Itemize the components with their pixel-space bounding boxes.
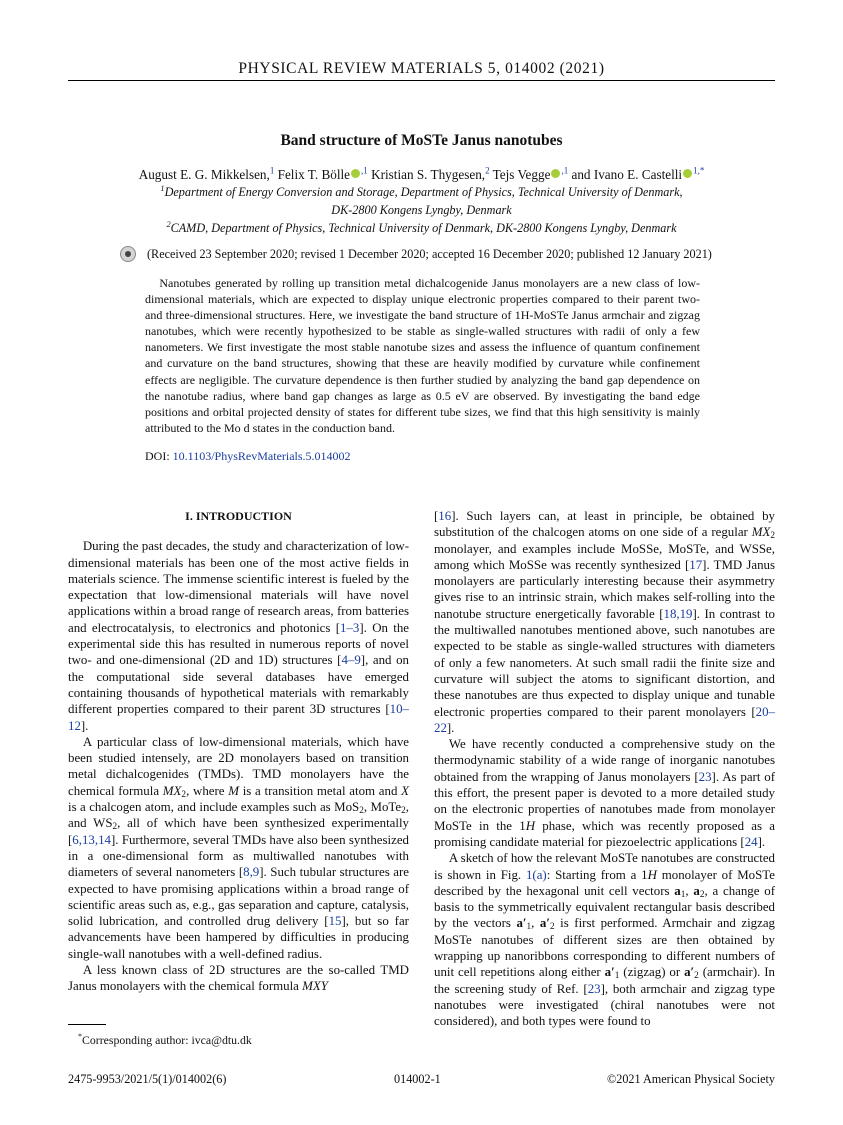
reference-link[interactable]: 4–9: [341, 653, 361, 668]
text-run: , all of which have been synthesized experimentally [: [68, 816, 409, 847]
affiliation-2-marker: 2: [166, 219, 171, 229]
vector-symbol: a′: [684, 965, 695, 980]
text-run: ]. As part of this effort, the present paper is devoted to a more detailed study on the electronic properties of nanotubes made from monolayer MoSTe in the 1: [434, 769, 776, 833]
text-run: ].: [446, 720, 455, 735]
doi-line: [145, 449, 351, 464]
text-run: [: [434, 509, 439, 523]
crossmark-icon[interactable]: [120, 246, 136, 262]
author-name: August E. G. Mikkelsen,: [138, 167, 270, 182]
text-run: , MoTe: [363, 800, 402, 815]
vector-symbol: a: [693, 883, 700, 898]
left-column: [68, 508, 409, 995]
vector-symbol: a: [674, 883, 681, 898]
reference-link[interactable]: 24: [744, 834, 758, 849]
text-run: is a transition metal atom and: [238, 783, 402, 798]
reference-link[interactable]: 10–12: [68, 702, 409, 733]
math-symbol: M: [228, 783, 239, 798]
vector-symbol: a′: [604, 965, 615, 980]
text-run: ]. Such tubular structures are expected to have promising applications within a broad range of scientific areas such as, e.g., gas separation and capture, catalysis, solid lubrication, and controlled drug delivery [: [68, 865, 409, 929]
text-run: , where: [186, 783, 229, 798]
section-heading: I. INTRODUCTION: [185, 509, 292, 523]
body-paragraph: [68, 962, 409, 995]
author-affiliation-marker[interactable]: 1,*: [693, 165, 705, 176]
reference-link[interactable]: 16: [438, 509, 452, 523]
text-run: We have recently conducted a comprehensive study on the thermodynamic stability of a wide range of inorganic nanotubes obtained from the wrapping of Janus monolayers [: [434, 737, 775, 784]
math-symbol: H: [525, 818, 536, 833]
math-symbol: MXY: [302, 979, 328, 994]
author-name: and Ivano E. Castelli: [571, 167, 683, 182]
orcid-icon[interactable]: [551, 169, 560, 178]
left-column-body: [68, 538, 409, 994]
text-run: During the past decades, the study and characterization of low-dimensional materials has been one of the most active fields in materials science. The immense scientific interest is fueled by the expectation that low-dimensional materials will have novel applications within a broad range of research areas, from batteries and electrocatalysis, to electronics and photonics [: [68, 539, 409, 635]
footnote-rule: [68, 1024, 106, 1025]
subscript: 2: [359, 806, 364, 817]
text-run: A sketch of how the relevant MoSTe nanotubes are constructed is shown in Fig.: [434, 851, 775, 882]
reference-link[interactable]: 20–22: [434, 704, 775, 735]
subscript: 2: [694, 971, 699, 982]
text-run: ], and on the computational side several databases have emerged containing thousands of hypothetical materials with remarkably different properties compared to their parent 3D structures [: [68, 653, 409, 717]
journal-header: PHYSICAL REVIEW MATERIALS 5, 014002 (2021): [238, 60, 605, 77]
subscript: 1: [614, 971, 620, 982]
text-run: , and WS: [68, 800, 409, 831]
vector-symbol: a′: [539, 916, 550, 931]
subscript: 2: [181, 789, 187, 800]
math-symbol: X: [401, 783, 409, 798]
reference-link[interactable]: 23: [698, 769, 712, 784]
text-run: ]. In contrast to the multiwalled nanotubes mentioned above, such nanotubes are expected to be stable as single-walled structures with diameters of only a few nanometers. At such small radii the finite size and curvature will subject the atoms to significant distortion, and these nanotubes are thus expected to display unique and tunable electronic properties compared to their parent monolayers [: [434, 606, 775, 719]
text-run: is a chalcogen atom, and include examples such as MoS: [68, 800, 360, 815]
subscript: 2: [112, 822, 118, 833]
subscript: 2: [401, 806, 406, 817]
orcid-icon[interactable]: [351, 169, 360, 178]
reference-link[interactable]: 8,9: [243, 865, 260, 880]
text-run: ], but so far advancements have been hampered by difficulties in producing single-wall nanotubes with a well-defined radius.: [68, 914, 409, 961]
doi-link[interactable]: 10.1103/PhysRevMaterials.5.014002: [172, 449, 351, 463]
text-run: phase, which was recently proposed as a promising candidate material for piezoelectric applications [: [434, 818, 775, 849]
author-list: [68, 167, 775, 183]
affiliation-2: [68, 221, 775, 236]
right-column-body: [434, 508, 775, 1030]
body-paragraph: [434, 736, 775, 850]
author-name: Kristian S. Thygesen,: [371, 167, 486, 182]
author-name: Felix T. Bölle: [277, 167, 351, 182]
footer-page-number: 014002-1: [394, 1072, 441, 1086]
text-run: ,: [531, 916, 540, 931]
body-paragraph: [434, 850, 775, 1029]
text-run: ]. TMD Janus monolayers are particularly interesting because their asymmetry gives rise to an intrinsic strain, which makes self-rolling into the nanotube structure energetically favorable [: [434, 557, 775, 621]
math-symbol: MX: [162, 783, 182, 798]
received-row: [120, 246, 775, 264]
orcid-icon[interactable]: [683, 169, 692, 178]
subscript: 1: [526, 922, 532, 933]
author-affiliation-marker[interactable]: 1: [269, 165, 275, 176]
author-affiliation-marker[interactable]: ,1: [561, 165, 569, 176]
text-run: : Starting from a 1: [546, 867, 648, 882]
math-symbol: MX: [751, 525, 771, 540]
text-run: ], both armchair and zigzag type nanotubes were investigated (chiral nanotubes were not considered), and both types were found to: [434, 981, 775, 1029]
text-run: (zigzag) or: [619, 965, 685, 980]
affiliation-1: [68, 185, 775, 200]
body-paragraph: [68, 538, 409, 734]
author-name: Tejs Vegge: [492, 167, 551, 182]
text-run: ].: [757, 834, 766, 849]
vector-symbol: a′: [516, 916, 527, 931]
text-run: monolayer, and examples include MoSSe, MoSTe, and WSSe, among which MoSSe was recently synthesized [: [434, 541, 775, 572]
subscript: 2: [699, 889, 705, 900]
reference-link[interactable]: 23: [587, 981, 601, 996]
text-run: monolayer of MoSTe described by the hexagonal unit cell vectors: [434, 867, 775, 898]
body-paragraph: [434, 508, 775, 736]
footer-issn: 2475-9953/2021/5(1)/014002(6): [68, 1072, 227, 1086]
text-run: A less known class of 2D structures are the so-called TMD Janus monolayers with the chemical formula: [68, 963, 409, 994]
footer-copyright: ©2021 American Physical Society: [606, 1072, 775, 1086]
text-run: ,: [685, 883, 694, 898]
author-affiliation-marker[interactable]: 2: [485, 165, 490, 176]
reference-link[interactable]: 15: [328, 914, 342, 929]
received-dates: (Received 23 September 2020; revised 1 December 2020; accepted 16 December 2020; published 12 January 2021): [147, 247, 712, 261]
footnote-text: Corresponding author: ivca@dtu.dk: [82, 1033, 252, 1047]
reference-link[interactable]: 18,19: [663, 606, 693, 621]
subscript: 2: [770, 531, 775, 542]
footnote: [78, 1033, 252, 1048]
paper-title: Band structure of MoSTe Janus nanotubes: [280, 132, 563, 149]
doi-label: DOI:: [145, 449, 170, 463]
reference-link[interactable]: 17: [689, 557, 703, 572]
right-column: [434, 508, 775, 1030]
text-run: ].: [80, 718, 89, 733]
reference-link[interactable]: 6,13,14: [72, 832, 111, 847]
abstract-text: Nanotubes generated by rolling up transition metal dichalcogenide Janus monolayers are a new class of low-dimensional materials, which are expected to display unique electronic properties compared to their parent two- and three-dimensional structures. Here, we investigate the band structure of 1H-MoSTe Janus armchair and zigzag nanotubes, which were recently hypothesized to be stable as single-walled structures with radii of only a few nanometers. We first investigate the most stable nanotube sizes and assess the influence of quantum confinement and curvature on the band structures, showing that these are heavily modified by curvature while confinement effects are negligible. The curvature dependence is then further studied by analyzing the band gap dependence on the nanotube radius, where band gap changes as large as 0.5 eV are observed. By investigating the band edge positions and orbital projected density of states for different tube sizes, we find that this high sensitivity is mainly attributed to the Mo d states in the conduction band.: [145, 276, 700, 435]
abstract: [145, 275, 700, 436]
affiliation-1-text: Department of Energy Conversion and Storage, Department of Physics, Technical University of Denmark,: [164, 185, 683, 199]
text-run: ]. Such layers can, at least in principle, be obtained by substitution of the chalcogen atoms on one side of a regular: [434, 509, 775, 540]
affiliation-1-marker: 1: [160, 183, 165, 193]
header-rule: [68, 80, 775, 81]
text-run: is first performed. Armchair and zigzag MoSTe nanotubes of different sizes are then obtained by wrapping up nanoribbons corresponding to different numbers of unit cell repetitions along either: [434, 916, 775, 980]
math-symbol: H: [647, 867, 657, 882]
footnote-mark: *: [78, 1032, 83, 1042]
affiliation-1-cont: [68, 203, 775, 218]
reference-link[interactable]: 1–3: [340, 620, 360, 635]
text-run: A particular class of low-dimensional materials, which have been studied intensely, are 2D monolayers based on transition metal dichalcogenides (TMDs). TMD monolayers have the chemical formula: [68, 734, 409, 798]
text-run: ]. On the experimental side this has resulted in numerous reports of novel two- and one-dimensional (2D and 1D) structures [: [68, 620, 410, 668]
text-run: , a change of basis to the symmetrically equivalent rectangular basis described by the vectors: [434, 883, 775, 931]
affiliation-1-cont-text: DK-2800 Kongens Lyngby, Denmark: [331, 203, 512, 217]
subscript: 2: [550, 922, 555, 933]
subscript: 1: [680, 889, 686, 900]
text-run: (armchair). In the screening study of Ref. [: [434, 965, 775, 996]
author-affiliation-marker[interactable]: ,1: [361, 165, 368, 176]
reference-link[interactable]: 1(a): [525, 867, 547, 882]
affiliation-2-text: CAMD, Department of Physics, Technical University of Denmark, DK-2800 Kongens Lyngby, Denmark: [170, 221, 677, 235]
text-run: ]. Furthermore, several TMDs have also been synthesized in a one-dimensional form as multiwalled nanotubes with diameters of several nanometers [: [68, 832, 409, 880]
body-paragraph: [68, 734, 409, 962]
